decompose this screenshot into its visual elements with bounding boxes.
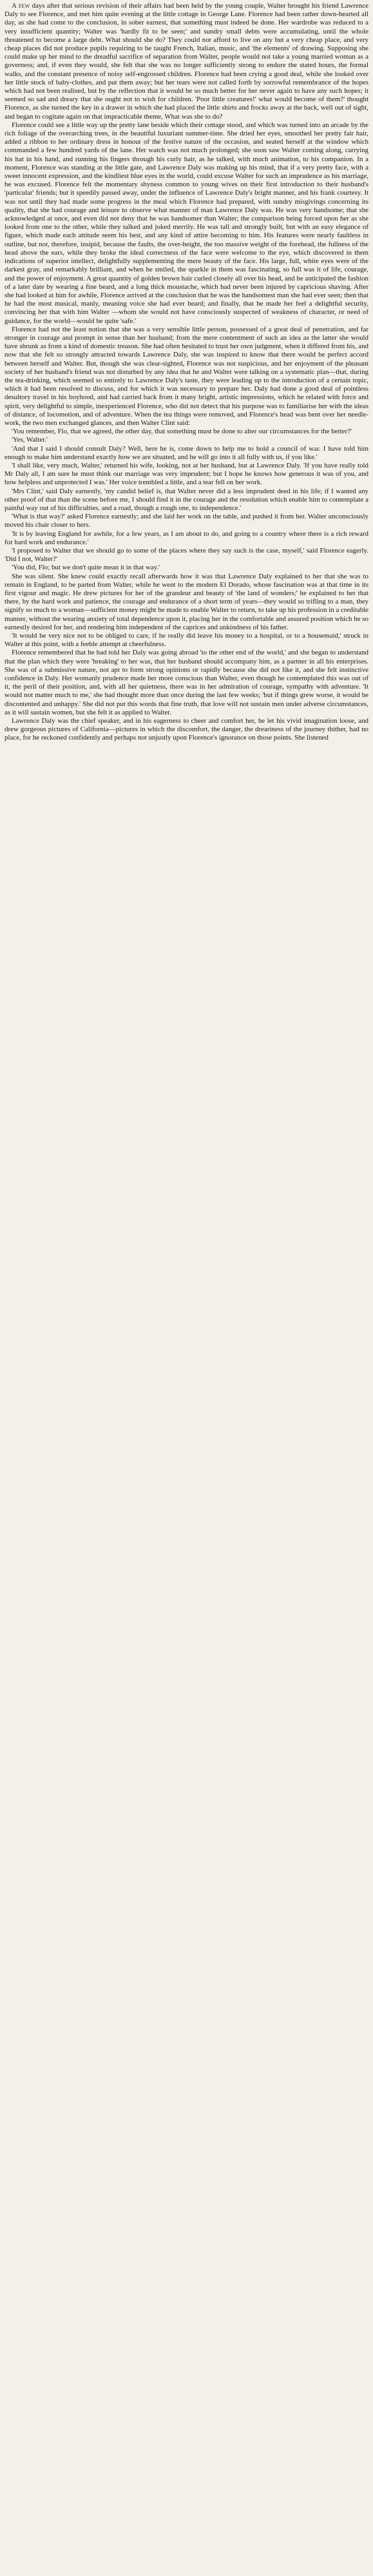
article-paragraph-11: 'I proposed to Walter that we should go to some of the places where they say such is the case, myself,' said Florence eagerly. 'Did I not, Walter?'	[5, 547, 368, 564]
paragraph-text: days after that serious revision of their affairs had been held by the young couple, Walter brought his friend Lawrence Daly to see Florence, and met him quite evening at the little cottage in George Lane. Florence had been rather down-hearted all day, as she had come to the conclusion, in sober earnest, that something must indeed be done. Her wardrobe was reduced to a very insufficient quantity; Walter was 'hardly fit to be seen;' and sundry small debts were accumulating, until the whole threatened to become a large debt. What should she do? They could not afford to live on any but a very cheap place, and very cheap places did not produce pupils requiring to be taught French, Italian, music, and 'the elements' of drawing. Supposing she could make up her mind to the dreadful sacrifice of separation from Walter, people would not take a young married woman as a governess; and, if even they would, she felt that she was no longer sufficiently strong to endure the stated hours, the formal walks, and the constant presence of noisy self-engrossed children. Florence had been crying a good deal, while she looked over her little stock of baby-clothes, and put them away; but her tears were not called forth by sorrowful remembrance of the hopes which had not been realised, but by the reflection that it would be so much better for her never again to have any such hopes; it seemed so sad and dreary that she ought not to wish for children. 'Poor little creatures!' what would become of them?' thought Florence, as she turned the key in a drawer in which she had placed the little shirts and frocks away at the back, well out of sight, and began to cogitate again on that impracticable theme, What was she to do?	[5, 2, 368, 121]
article-paragraph-1	[5, 2, 368, 121]
article-paragraph-10: 'It is by leaving England for awhile, for a few years, as I am about to do, and going to a country where there is a rich reward for hard work and endurance.'	[5, 529, 368, 546]
article-paragraph-12: 'You did, Flo; but we don't quite mean it in that way.'	[12, 564, 160, 572]
article-paragraph-9: 'What is that way?' asked Florence earnestly; and she laid her work on the table, and pushed it from her. Walter unconsciously moved his chair closer to hers.	[5, 513, 368, 529]
article-paragraph-2: Florence could see a little way up the pretty lane beside which their cottage stood, and which was turned into an arcade by the rich foliage of the overarching trees, in the beautiful luxuriant summer-time. She dried her eyes, smoothed her pretty fair hair, added a ribbon to her ordinary dress in honour of the festive nature of the occasion, and seated herself at the window which commanded a few hundred yards of the lane. Her watch was not much prolonged; she soon saw Walter coming along, carrying his hat in his hand, and running his fingers through his curly hair, as he talked, with much animation, to his companion. In a moment, Florence was standing at the little gate, and Lawrence Daly was making up his mind, that if a very pretty face, with a sweet innocent expression, and the kindliest blue eyes in the world, could excuse Walter for such an imprudence as his marriage, he was excused. Florence felt the momentary shyness common to young wives on their first introduction to their husband's 'particular' friends; but it speedily passed away, under the influence of Lawrence Daly's bright manner, and his frank courtesy. It was not until they had made some progress in the meal which Florence had prepared, with sundry misgivings concerning its quality, that she had courage and leisure to observe what manner of man Lawrence Daly was. He was very handsome; that she acknowledged at once, and even did not deny that he was handsomer than Walter; the comparison being forced upon her as she looked from one to the other, while they talked and joked merrily. He was tall and strongly built, but with an easy elegance of figure, which made each attitude seem his best, and any kind of attire becoming to him. His features were nearly faultless in outline, but not, therefore, insipid, because the faults, the over-height, the too massive weight of the forehead, the fullness of the head above the ears, while they broke the ideal correctness of the face were welcome to the eye, which discovered in them indications of superior intellect, delightfully supplementing the mere beauty of the face. His large, full, white eyes were of the darkest gray, and remarkably brilliant, and when he smiled, the sparkle in them was fascinating, so full was it of life, courage, and the power of enjoyment. A great quantity of golden brown hair curled closely all over his head, and he anticipated the fashion of a later date by wearing a fine beard, and a long thick moustache, which had never been injured by capricious shaving. After she had looked at him for awhile, Florence arrived at the conclusion that he was the handsomest man she had ever seen; then that he had the most musical, manly, meaning voice she had ever heard; and finally, that he made her feel a delightful security, convincing her that with him Walter —whom she would not have consciously suspected of weakness of character, or need of guidance, for the world—would be quite 'safe.'	[5, 121, 368, 325]
article-paragraph-15: Florence remembered that he had told her Daly was going abroad 'to the other end of the world,' and she began to understand that the plan which they were 'breaking' to her was, that her husband should accompany him, as a partner in all his enterprises. She was of a submissive nature, not apt to form strong opinions or rapidly because she did not like it, and she felt instinctive confidence in Daly. Her womanly prudence made her more conscious than Walter, even though he contemplated this was out of it, the peril of their position, and, with all her quietness, there was in her admiration of courage, sympathy with adventure. 'It would not matter much to me,' she had thought more than once during the last few weeks; 'but if things grew worse, it would be discontented and unhappy.' She did not put this words that fine truth, that love will not sustain men under adverse circumstances, as it will sustain women, but she felt it as applied to Walter.	[5, 649, 368, 716]
article-paragraph-16: Lawrence Daly was the chief speaker, and in his eagerness to cheer and comfort her, he let his vivid imagination loose, and drew gorgeous pictures of California—pictures in which the discomfort, the danger, the dreariness of the journey thither, had no place, for he reckoned confidently and perhaps not unjustly upon Florence's ignorance on those points. She listened	[5, 717, 368, 742]
article-paragraph-4: 'You remember, Flo, that we agreed, the other day, that something must be done to alter our circumstances for the better?'	[12, 428, 352, 436]
article-paragraph-13: She was silent. She knew could exactly recall afterwards how it was that Lawrence Daly explained to her that she was to remain in England, to be parted from Walter, while he went to the modern El Dorado, whose fascination was at that time in its first vigour and magic. He drew pictures for her of the grandeur and beauty of 'the land of wonders;' he explained to her that there, by the hard work and patience, the courage and endurance of a short term of years—they would so trifling to a man, they signify so much to a woman—sufficient money might be made to enable Walter to return, to take up his profession in a creditable manner, without the wearing anxiety of total dependence upon it, placing her in the comfortable and assured position which he so earnestly desired for her, and rendering him independent of the caprices and unkindness of his father.	[5, 572, 368, 631]
opening-words: A few	[12, 2, 30, 10]
article-paragraph-8: 'Mrs Clint,' said Daly earnestly, 'my candid belief is, that Walter never did a less imprudent deed in his life; if I wanted any other proof of that than the scene before me, I should find it in the courage and the resolution which enable him to contemplate a painful way out of his difficulties, and a road, though a rough one, to independence.'	[5, 487, 368, 512]
article-paragraph-3: Florence had not the least notion that she was a very sensible little person, possessed of a great deal of penetration, and far stronger in courage and prompt in sense than her husband; from the mere contentment of such an idea as the latter she would have shrunk as from a kind of domestic treason. She had often hesitated to trust her own judgment, when it differed from his, and now that she felt so strongly attracted towards Lawrence Daly, she was inspired to know that there would be perfect accord between herself and Walter. But, though she was clear-sighted, Florence was not suspicious, and her enjoyment of the pleasant society of her husband's friend was not disturbed by any idea that he and Walter were talking on a systematic plan—that, during the tea-drinking, which seemed so entirely to Lawrence Daly's taste, they were leading up to the introduction of a certain topic, which it had been resolved to discuss, and for which it was necessary to prepare her. Daly had done a good deal of pointless desultory travel in his boyhood, and had carried back from it many bright, artistic impressions, which he related with force and spirit, very delightful to simple, inexperienced Florence, who did not detect that his purpose was to familiarise her with the ideas of distance, of locomotion, and of adventure. When the tea things were removed, and Florence's head was bent over her needle-work, the two men exchanged glances, and then Walter Clint said:	[5, 325, 368, 427]
article-paragraph-7: 'I shall like, very much, Walter,' returned his wife, looking, not at her husband, but at Lawrence Daly. 'If you have really told Mr Daly all, I am sure he must think our marriage was very imprudent; but I hope he knows how generous it was of you, and how helpless and unprotected I was.' Her voice trembled a little, and a tear fell on her work.	[5, 461, 368, 487]
article-paragraph-6: 'And that I said I should consult Daly? Well, here he is, come down to help me to hold a council of war. I have told him enough to make him understand exactly how we are situated, and he will go into it all fully with us, if you like.'	[5, 444, 368, 461]
article-paragraph-14: 'It would be very nice not to be obliged to care, if he really did leave his money to a hospital, or to a housemaid,' struck in Walter at this point, with a feeble attempt at cheerfulness.	[5, 632, 368, 649]
article-paragraph-5: 'Yes, Walter.'	[12, 436, 48, 444]
